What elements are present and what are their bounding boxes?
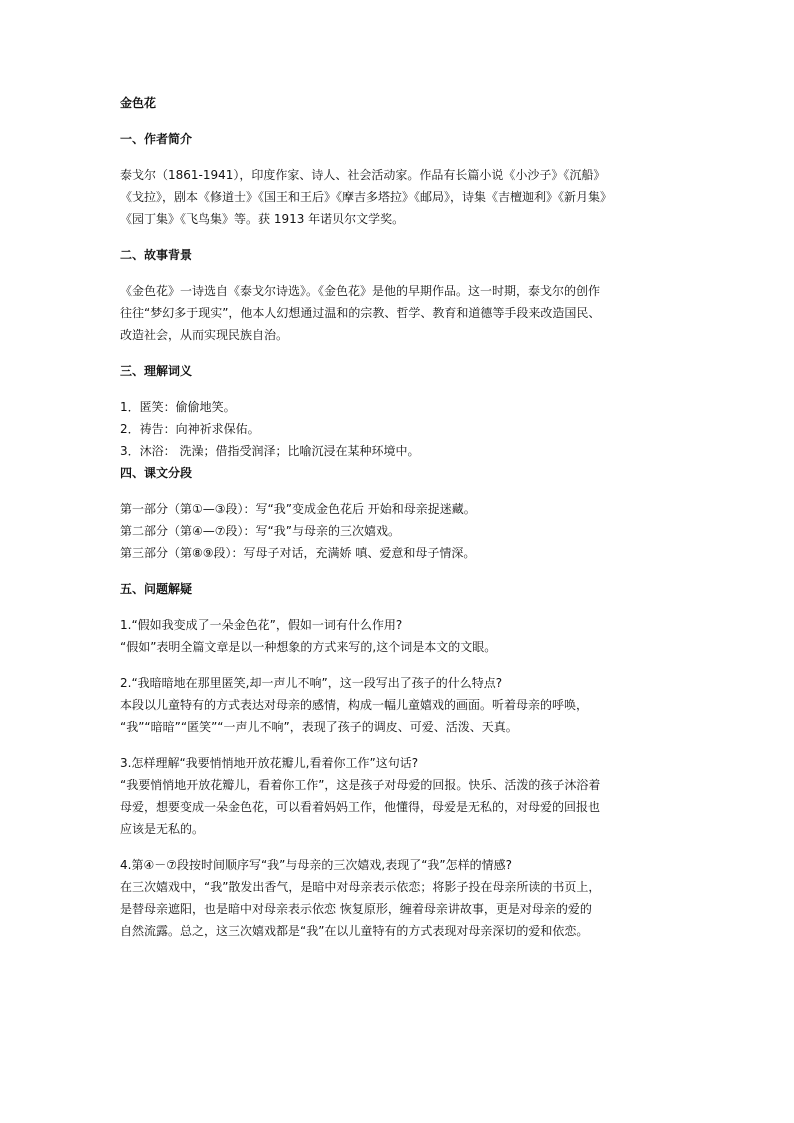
author-paragraph <box>120 164 680 230</box>
question-line: 2.“我暗暗地在那里匿笑,却一声儿不响”，这一段写出了孩子的什么特点? <box>120 676 503 690</box>
author-line: 泰戈尔（1861-1941），印度作家、诗人、社会活动家。作品有长篇小说《小沙子》《沉船》 <box>120 168 606 182</box>
document-title: 金色花 <box>120 96 157 110</box>
section-heading-questions: 五、问题解疑 <box>120 582 193 596</box>
answer-line: “我要悄悄地开放花瓣儿，看着你工作”，这是孩子对母爱的回报。快乐、活泼的孩子沐浴着 <box>120 778 601 792</box>
question-line: 4.第④－⑦段按时间顺序写“我”与母亲的三次嬉戏,表现了“我”怎样的情感? <box>120 858 513 872</box>
background-line: 《金色花》一诗选自《泰戈尔诗选》。《金色花》是他的早期作品。这一时期，泰戈尔的创作 <box>120 284 601 298</box>
vocabulary-item: 1．匿笑：偷偷地笑。 <box>120 400 236 414</box>
section-heading-author: 一、作者简介 <box>120 132 193 146</box>
segment-item: 第二部分（第④—⑦段）：写“我”与母亲的三次嬉戏。 <box>120 524 400 538</box>
answer-line: 母爱，想要变成一朵金色花，可以看着妈妈工作，他懂得，母爱是无私的，对母爱的回报也 <box>120 800 601 814</box>
answer-line: 本段以儿童特有的方式表达对母亲的感情，构成一幅儿童嬉戏的画面。听着母亲的呼唤， <box>120 698 589 712</box>
document-page <box>120 92 680 956</box>
answer-line: 在三次嬉戏中，“我”散发出香气，是暗中对母亲表示依恋；将影子投在母亲所读的书页上， <box>120 880 601 894</box>
answer-line: 是替母亲遮阳，也是暗中对母亲表示依恋 恢复原形，缠着母亲讲故事，更是对母亲的爱的 <box>120 902 592 916</box>
answer-line: “假如”表明全篇文章是以一种想象的方式来写的,这个词是本文的文眼。 <box>120 640 497 654</box>
vocabulary-list <box>120 396 680 462</box>
vocabulary-item: 3．沐浴： 洗澡；借指受润泽；比喻沉浸在某种环境中。 <box>120 444 420 458</box>
question-line: 1.“假如我变成了一朵金色花”，假如一词有什么作用? <box>120 618 403 632</box>
segments-list <box>120 498 680 564</box>
segment-item: 第三部分（第⑧⑨段）：写母子对话，充满娇 嗔、爱意和母子情深。 <box>120 546 476 560</box>
question-line: 3.怎样理解“我要悄悄地开放花瓣儿,看着你工作”这句话? <box>120 756 419 770</box>
author-line: 《戈拉》，剧本《修道士》《国王和王后》《摩吉多塔拉》《邮局》，诗集《吉檀迦利》《新月集》 <box>120 190 613 204</box>
author-line: 《园丁集》《飞鸟集》等。获 1913 年诺贝尔文学奖。 <box>120 212 405 226</box>
question-block-1 <box>120 614 680 658</box>
vocabulary-item: 2．祷告：向神祈求保佑。 <box>120 422 260 436</box>
section-heading-background: 二、故事背景 <box>120 248 193 262</box>
answer-line: 自然流露。总之，这三次嬉戏都是“我”在以儿童特有的方式表现对母亲深切的爱和依恋。 <box>120 924 589 938</box>
background-paragraph <box>120 280 680 346</box>
section-heading-vocabulary: 三、理解词义 <box>120 364 193 378</box>
section-heading-segments: 四、课文分段 <box>120 466 193 480</box>
background-line: 改造社会，从而实现民族自治。 <box>120 328 289 342</box>
question-block-4 <box>120 854 680 942</box>
question-block-2 <box>120 672 680 738</box>
background-line: 往往“梦幻多于现实”，他本人幻想通过温和的宗教、哲学、教育和道德等手段来改造国民、 <box>120 306 601 320</box>
answer-line: 应该是无私的。 <box>120 822 205 836</box>
answer-line: “我”“暗暗”“匿笑”“一声儿不响”，表现了孩子的调皮、可爱、活泼、天真。 <box>120 720 518 734</box>
segment-item: 第一部分（第①—③段）：写“我”变成金色花后 开始和母亲捉迷藏。 <box>120 502 476 516</box>
question-block-3 <box>120 752 680 840</box>
